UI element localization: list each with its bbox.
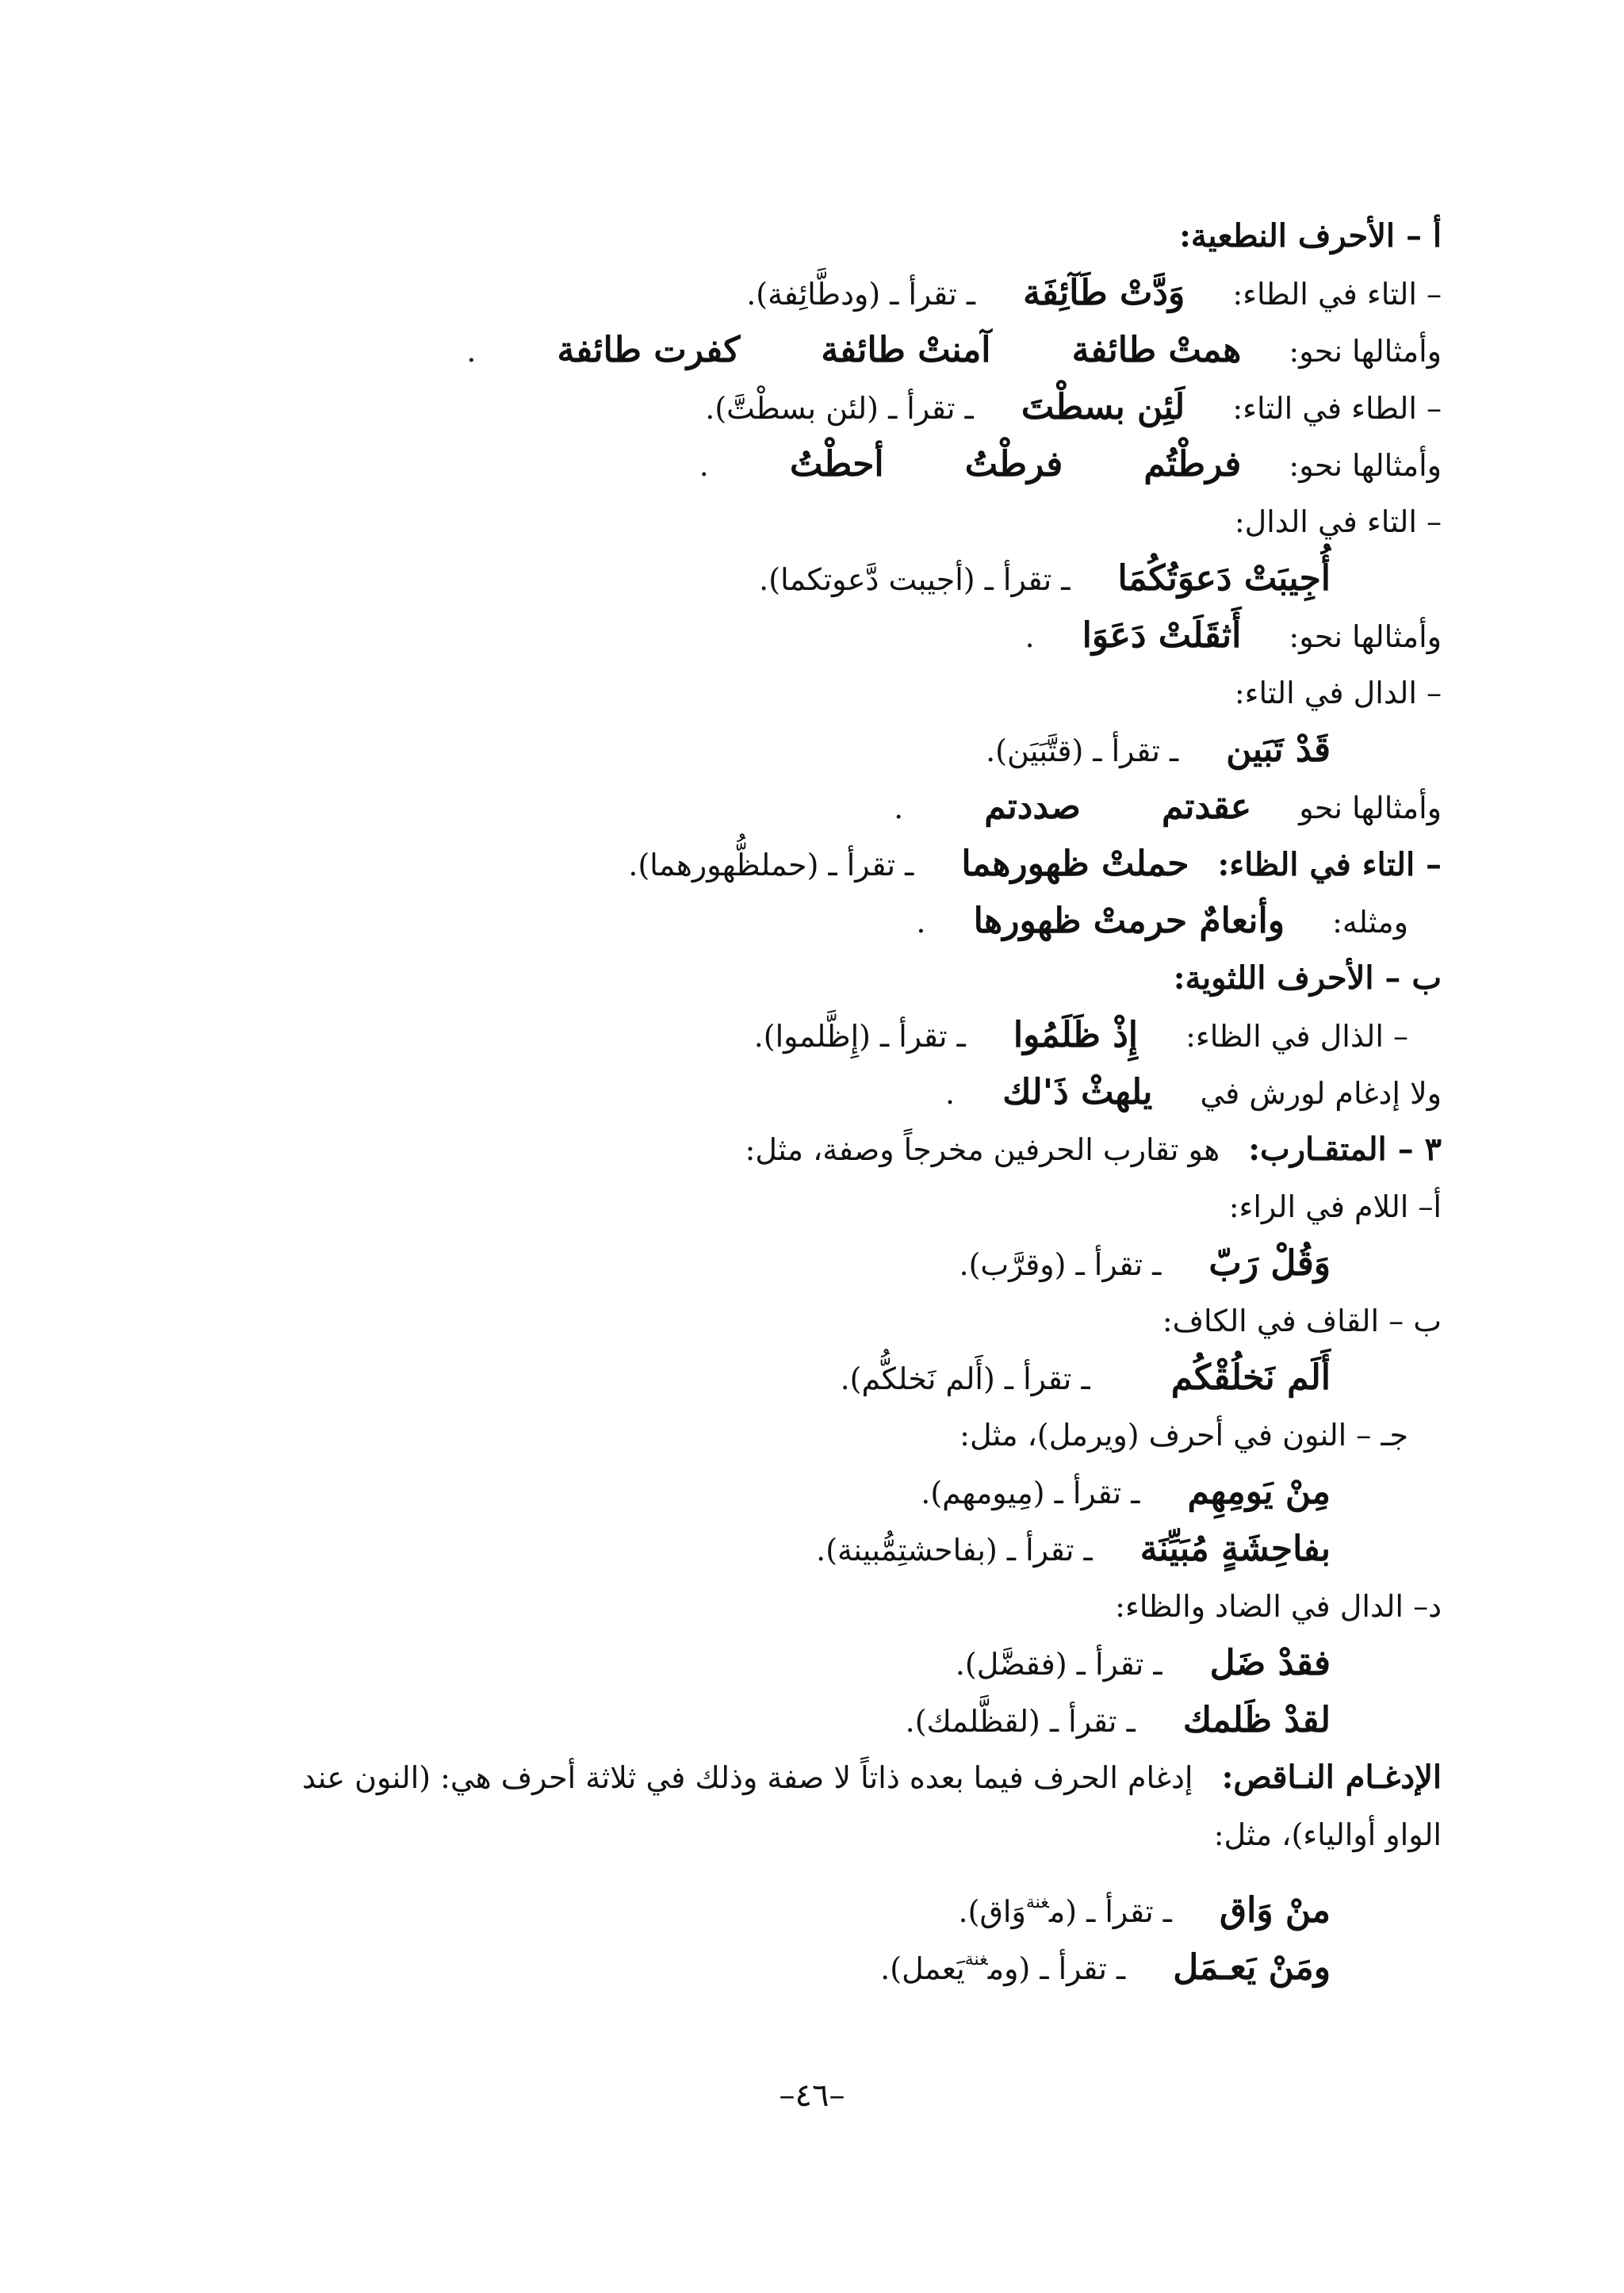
reading-note: ـ تقرأ ـ (مِيومهم). <box>921 1476 1140 1510</box>
quran-word: قَدْ تَبَين <box>1226 729 1331 770</box>
quran-word: فرطْتُ <box>964 444 1063 484</box>
quran-word: آمنتْ طائفة <box>821 330 991 370</box>
rule-label: د– الدال في الضاد والظاء: <box>1115 1589 1442 1624</box>
reading-note: ـ تقرأ ـ (لقظَّلمك). <box>905 1704 1136 1739</box>
line-wa-qul-rabb <box>182 1235 1331 1292</box>
page-number: –٤٦– <box>779 2077 845 2114</box>
line-end: . <box>699 448 709 483</box>
quran-word: يلهثْ ذَ'لك <box>1002 1072 1153 1112</box>
ghunna-mark: غنة <box>964 1950 988 1970</box>
reading-note: ـ تقرأ ـ (حملظُّهورهما). <box>628 848 914 882</box>
line-end: . <box>466 334 477 369</box>
line-mutaqarib <box>182 1121 1442 1178</box>
quran-word: وَقُلْ رَبّ <box>1208 1243 1331 1284</box>
reading-note-part: يَعمل). <box>880 1951 965 1986</box>
quran-word: منْ وَاق <box>1220 1890 1331 1931</box>
paragraph-idgham-naqis <box>238 1749 1442 1868</box>
definition-text: إدغام الحرف فيما بعده ذاتاً لا صفة وذلك في ثلاثة أحرف هي: (النون عند الواو أوالياء)، مثل: <box>301 1760 1442 1852</box>
line-wa-anaam <box>182 893 1408 950</box>
examples-label: وأمثالها نحو <box>1299 790 1442 825</box>
line-laqad-thalamak <box>182 1692 1331 1749</box>
heading-nateeya <box>182 208 1442 265</box>
definition-text: هو تقارب الحرفين مخرجاً وصفة، مثل: <box>745 1132 1220 1167</box>
rule-label: – التاء في الدال: <box>1234 504 1442 539</box>
quran-word: لَئِن بسطْتَ <box>1021 387 1185 427</box>
reading-note-part: وَاق). <box>958 1894 1026 1929</box>
reading-note-part: ـ تقرأ ـ (م <box>1048 1894 1172 1929</box>
line-dal-in-dad-label <box>182 1578 1442 1635</box>
line-nun-yarmal-label <box>182 1407 1408 1464</box>
reading-note <box>959 1894 1172 1929</box>
line-end: . <box>916 905 926 940</box>
quran-word: أَثقَلَتْ دَعَوَا <box>1082 615 1242 656</box>
line-examples-fartum <box>182 436 1442 493</box>
line-taa-in-taa <box>182 265 1442 322</box>
reading-note: ـ تقرأ ـ (قتَّبَيَن). <box>986 733 1179 768</box>
rule-label: – الطاء في التاء: <box>1232 391 1442 426</box>
quran-word: مِنْ يَومِهِم <box>1187 1472 1331 1512</box>
reading-note: ـ تقرأ ـ (ودطَّائِفة). <box>746 277 976 312</box>
line-dal-in-taa-label <box>182 664 1442 722</box>
quran-word: عقدتم <box>1161 787 1252 827</box>
reading-note: ـ تقرأ ـ (فقضَّل). <box>955 1647 1162 1682</box>
line-examples-athqalat <box>182 607 1442 664</box>
rule-label: – التاء في الطاء: <box>1232 277 1442 312</box>
line-examples-taifa <box>182 322 1442 379</box>
line-warsh <box>182 1064 1442 1121</box>
line-taa-in-dal-label <box>182 493 1442 550</box>
examples-label: وأمثالها نحو: <box>1289 448 1442 483</box>
quran-word: إِذْ ظَلَمُوا <box>1013 1015 1139 1055</box>
examples-label: وأمثالها نحو: <box>1289 619 1442 654</box>
section-heading: ب – الأحرف اللثوية: <box>1173 959 1442 997</box>
line-dhal-in-thaa <box>182 1007 1408 1064</box>
rule-label: ب – القاف في الكاف: <box>1162 1303 1442 1338</box>
line-wa-man-yamal <box>182 1931 1331 1989</box>
line-taa-in-thaa <box>182 836 1442 893</box>
examples-label: ولا إدغام لورش في <box>1200 1076 1442 1111</box>
rule-label: أ– اللام في الراء: <box>1228 1189 1442 1224</box>
term-heading: ٣ – المتقـارب: <box>1248 1131 1442 1168</box>
line-min-yawmihim <box>182 1464 1331 1521</box>
examples-label: ومثله: <box>1332 905 1408 940</box>
rule-label-bold: – التاء في الظاء: <box>1217 846 1442 883</box>
quran-word: حملتْ ظهورهما <box>961 844 1189 884</box>
quran-word: بفاحِشَةٍ مُبَيِّنَة <box>1139 1529 1331 1569</box>
quran-word: أُجِيبَتْ دَعوَتُكُمَا <box>1117 558 1331 599</box>
reading-note: ـ تقرأ ـ (أجيبت دَّعوتكما). <box>759 562 1071 597</box>
reading-note: ـ تقرأ ـ (إِظَّلموا). <box>753 1019 966 1054</box>
line-end: . <box>894 790 904 825</box>
line-bifahisha <box>182 1521 1331 1578</box>
line-examples-aqadtum <box>182 779 1442 836</box>
reading-note <box>880 1951 1125 1986</box>
quran-word: صددتم <box>984 787 1081 827</box>
rule-label: – الدال في التاء: <box>1234 676 1442 710</box>
quran-word: وَدَّتْ طَآئِفَة <box>1023 273 1185 313</box>
reading-note: ـ تقرأ ـ (بفاحشتِمُّبينة). <box>816 1533 1093 1568</box>
reading-note: ـ تقرأ ـ (أَلم نَخلكُّم). <box>840 1361 1090 1396</box>
quran-word: فقدْ ضَل <box>1209 1643 1331 1683</box>
reading-note: ـ تقرأ ـ (وقرَّب). <box>959 1247 1162 1282</box>
line-ujibat <box>182 550 1331 607</box>
line-qad-tabayyan <box>182 722 1331 779</box>
rule-label: – الذال في الظاء: <box>1185 1019 1408 1054</box>
rule-label: جـ – النون في أحرف (ويرمل)، مثل: <box>959 1418 1408 1453</box>
term-heading: الإدغـام النـاقص: <box>1221 1759 1442 1796</box>
quran-word: أحطْتُ <box>789 444 884 484</box>
line-taa-in-taa2 <box>182 379 1442 436</box>
examples-label: وأمثالها نحو: <box>1289 334 1442 369</box>
reading-note: ـ تقرأ ـ (لئن بسطْتَّ). <box>705 391 974 426</box>
quran-word: كفرت طائفة <box>557 330 741 370</box>
line-end: . <box>1025 619 1035 654</box>
section-heading: أ – الأحرف النطعية: <box>1179 217 1442 255</box>
line-lam-in-raa-label <box>182 1178 1442 1235</box>
quran-word: فرطْتُم <box>1143 444 1242 484</box>
quran-word: همتْ طائفة <box>1071 330 1242 370</box>
line-faqad-dalla <box>182 1635 1331 1692</box>
quran-word: أَلَم نَخلُقْكُم <box>1170 1357 1331 1398</box>
line-alam-nakhluqkum <box>182 1349 1331 1407</box>
quran-word: ومَنْ يَعـمَل <box>1173 1947 1331 1988</box>
line-qaf-in-kaf-label <box>182 1292 1442 1349</box>
line-end: . <box>945 1076 956 1111</box>
reading-note-part: ـ تقرأ ـ (وم <box>987 1951 1126 1986</box>
ghunna-mark: غنة <box>1025 1893 1049 1912</box>
heading-lathawiya <box>182 950 1442 1007</box>
line-min-waq <box>182 1874 1331 1931</box>
quran-word: وأنعامٌ حرمتْ ظهورها <box>973 901 1285 941</box>
quran-word: لقدْ ظَلمك <box>1182 1700 1331 1740</box>
